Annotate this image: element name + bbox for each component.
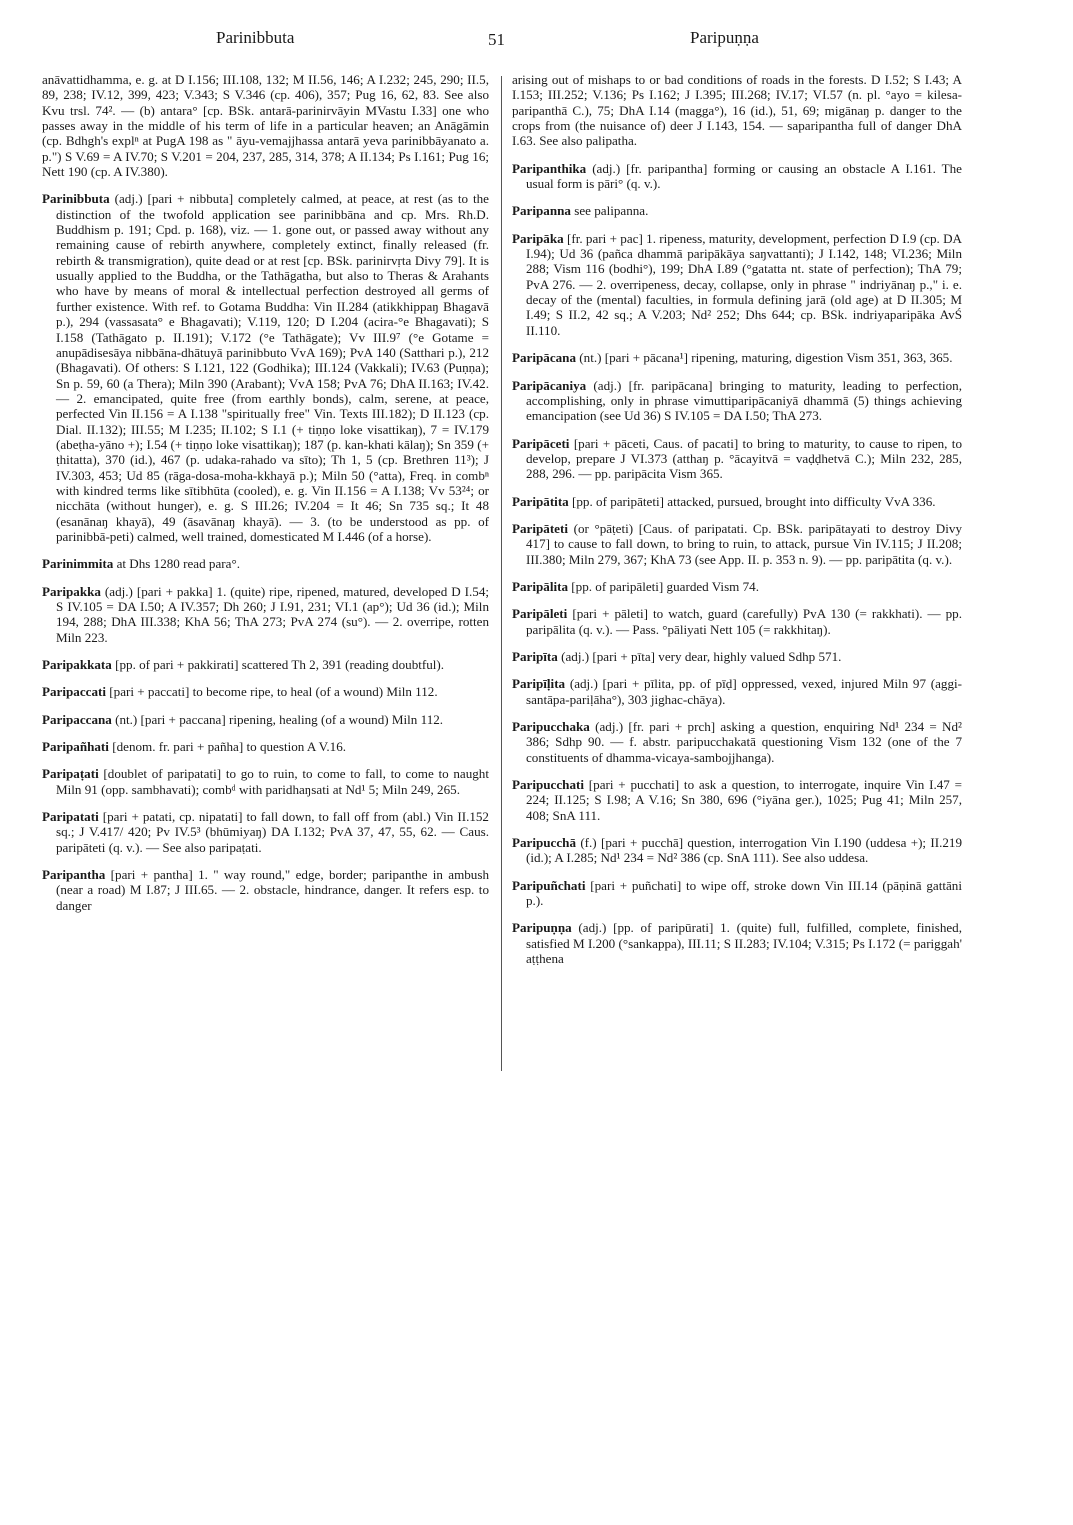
entry-headword: Paripucchā [512,835,577,851]
dictionary-entry [512,920,962,966]
entry-headword: Paripāceti [512,435,570,451]
entry-headword: Paripucchati [512,777,585,793]
entry-headword: Paripanthika [512,160,587,176]
left-column [42,72,489,925]
entry-definition: (adj.) [pp. of paripūrati] 1. (quite) full, fulfilled, complete, finished, satisfied M I.200 (°sankappa), III.11; S II.283; IV.104; V.315; Ps I.172 (= pariggah' aṭṭhena [526,920,962,967]
entry-headword: Paripācaniya [512,377,587,393]
entry-headword: Paripālita [512,578,569,594]
entry-definition: (adj.) [pari + pīta] very dear, highly valued Sdhp 571. [561,648,842,664]
entry-definition: [pari + patati, cp. nipatati] to fall down, to fall off from (abl.) Vin II.152 sq.; J V.417/ 420; Pv IV.5³ (bhūmiyaŋ) DA I.132; PvA 37, 47, 55, 62. — Caus. paripāteti (q. v.). — See also paripaṭati. [56,809,489,855]
dictionary-entry [512,649,962,664]
entry-headword: Paripācana [512,350,577,366]
dictionary-entry [512,378,962,424]
column-divider [501,76,502,1071]
entry-definition: [pari + pucchati] to ask a question, to interrogate, inquire Vin I.47 = 224; II.125; S I.98; A V.16; Sn 380, 696 (°iyāna ger.), 1025; Pug 41; Miln 257, 408; SnA 111. [526,777,962,823]
dictionary-entry [512,231,962,338]
entry-definition: [denom. fr. pari + pañha] to question A V.16. [112,739,347,755]
dictionary-entry [42,191,489,544]
dictionary-entry [42,684,489,699]
dictionary-entry [512,161,962,192]
entry-headword: Paripantha [42,867,106,883]
dictionary-entry [42,712,489,727]
entry-definition: (adj.) [pari + nibbuta] completely calmed, at peace, at rest (as to the distinction of the twofold application see parinibbāna and cp. Mrs. Rh.D. Buddhism p. 191; Cpd. p. 168), viz. — 1. gone out, or passed away without any remaining cause of rebirth anywhere, completely extinct, finally released (fr. rebirth & transmigration), quite dead or at rest [cp. BSk. parinirvṛta Divy 79]. It is usually applied to the Buddha, or the Tathāgatha, but also to Theras & Arahants who have by means of moral & intellectual perfection destroyed all germs of further existence. With ref. to Gotama Buddha: Vin II.284 (atikkhippaŋ Bhagavā p.), 294 (vassasata° e Bhagavati); V.119, 120; D I.204 (acira-°e Bhagavati); S I.158 (Tathāgato p. II.191); V.172 (°e Tathāgate); Vv III.9⁷ (°e Gotame = anupādisesāya nibbāna-dhātuyā parinibbuto VvA 169); PvA 140 (Satthari p.), 212 (Bhagavati). Of others: S I.121, 122 (Godhika); III.124 (Vakkali); IV.63 (Puṇṇa); Sn p. 59, 60 (a Thera); Miln 390 (Arabant); VvA 158; PvA 76; DhA II.163; IV.42. — 2. emancipated, quite free (from earthly bonds), calm, serene, at peace, perfected Vin II.156 = A I.138 "spiritually free" Vin. Texts III.182); D II.123 (cp. Dial. II.132); III.55; M I.235; II.102; S I.1 (+ tiṇṇo loke visattikaŋ), 7 = IV.179 (abeṭha-yāno +); I.54 (+ tiṇṇo loke visattikaŋ); 187 (p. kan-khati kālaŋ); Sn 359 (+ ṭhitatta), 370 (id.), 467 (p. udaka-rahado va sīto); Th 1, 5 (cp. Brethren 11³); J IV.303, 453; Ud 85 (rāga-dosa-moha-kkhayā p.); Miln 50 (°atta), Freq. in combⁿ with kindred terms like sītibhūta (cooled), e. g. Vin II.156 = A I.138; Vv 53²⁴; or nicchāta (without hunger), e. g. S III.26; IV.204 = It 46; Sn 735 sq.; It 48 (esanānaŋ khayā), 49 (āsavānaŋ khayā). — 3. (to be understood as pp. of parinibbā-peti) calmed, well trained, domesticated M I.446 (of a horse). [56,191,489,544]
entry-headword: Paripaccana [42,711,112,727]
entry-definition: arising out of mishaps to or bad conditions of roads in the forests. D I.52; S I.43; A I.153; III.252; V.136; Ps I.162; J I.395; III.268; IV.17; VI.57 (n. pl. °ayo = kilesa-paripanthā C.), 75; DhA I.14 (magga°), 16 (id.), 51, 69; migānaŋ p. danger to the crops from (the nuisance of) deer J I.143, 154. — saparipantha full of danger DhA I.63. See also palipatha. [512,72,962,149]
entry-headword: Paripakkata [42,657,112,673]
page-number: 51 [488,30,505,49]
continued-entry-text [42,72,489,179]
entry-headword: Paripucchaka [512,719,590,734]
dictionary-entry [42,584,489,645]
dictionary-entry [512,579,962,594]
entry-headword: Paripaṭati [42,766,99,782]
entry-headword: Paripuñchati [512,877,586,893]
left-running-head: Parinibbuta [216,28,295,47]
dictionary-entry [512,835,962,866]
dictionary-entry [42,867,489,913]
entry-headword: Parinibbuta [42,191,110,207]
dictionary-entry [512,203,962,218]
entry-headword: Paripuṇṇa [512,920,572,936]
dictionary-entry [42,809,489,855]
dictionary-entry [512,719,962,765]
right-running-head: Paripuṇṇa [690,28,759,47]
entry-definition: (f.) [pari + pucchā] question, interrogation Vin I.190 (uddesa +); II.219 (id.); A I.285; Nd¹ 234 = Nd² 386 (cp. SnA 111). See also uddesa. [526,835,962,866]
entry-definition: [doublet of paripatati] to go to ruin, to come to fall, to come to naught Miln 91 (opp. sambhavati); combᵈ with paridhaŋsati at Nd¹ 5; Miln 249, 265. [56,766,489,797]
entry-definition: (or °pāṭeti) [Caus. of paripatati. Cp. BSk. paripātayati to destroy Divy 417] to cause to fall down, to bring to ruin, to attack, pursue Vin IV.115; J II.208; III.380; Miln 279, 367; KhA 73 (see App. II. p. 353 n. 9). — pp. paripātita (q. v.). [526,520,962,567]
entry-definition: [fr. pari + pac] 1. ripeness, maturity, development, perfection D I.9 (cp. DA I.94); Ud 36 (pañca dhammā paripākāya saŋvattanti); J I.142, 148; VI.236; Miln 288; Vism 116 (bodhi°), 199; DhA I.89 (°gatatta nt. state of perfection); ThA 79; PvA 276. — 2. overripeness, decay, collapse, only in phrase " indriyānaŋ p.," i. e. decay of the (mental) faculties, in formula defining jarā (old age) at D II.305; M I.49; S II.2, 42 sq.; A V.203; Nd² 252; Dhs 644; cp. BSk. indriyaparipāka AvŚ II.110. [526,230,962,338]
entry-definition: (adj.) [pari + pīlita, pp. of pīḍ] oppressed, vexed, injured Miln 97 (aggi-santāpa-pariḷāha°), 303 jighac-chāya). [526,676,962,707]
entry-definition: [pari + paccati] to become ripe, to heal (of a wound) Miln 112. [109,684,438,700]
dictionary-entry [512,606,962,637]
entry-definition: [pp. of pari + pakkirati] scattered Th 2, 391 (reading doubtful). [115,657,445,673]
entry-headword: Paripātita [512,493,569,509]
dictionary-entry [512,494,962,509]
dictionary-entry [512,676,962,707]
entry-headword: Paripaccati [42,684,106,700]
continued-entry-text [512,72,962,149]
entry-definition: (nt.) [pari + pācana¹] ripening, maturing, digestion Vism 351, 363, 365. [579,350,953,366]
dictionary-entry [42,739,489,754]
entry-headword: Paripāteti [512,520,568,536]
entry-definition: [pp. of paripāteti] attacked, pursued, brought into difficulty VvA 336. [572,493,936,509]
entry-headword: Paripakka [42,583,101,599]
entry-definition: (adj.) [fr. paripācana] bringing to maturity, leading to perfection, accomplishing, only in phrase vimuttiparipācaniyā dhammā (5) things achieving emancipation (see Ud 36) S IV.105 = DA I.50; ThA 273. [526,377,963,424]
right-column [512,72,962,978]
entry-definition: (nt.) [pari + paccana] ripening, healing (of a wound) Miln 112. [115,711,444,727]
dictionary-entry [512,878,962,909]
entry-definition: at Dhs 1280 read para°. [116,556,240,572]
dictionary-entry [512,521,962,567]
entry-definition: [pari + pantha] 1. " way round," edge, border; paripanthe in ambush (near a road) M I.87; J III.65. — 2. obstacle, hindrance, danger. It refers esp. to danger [56,867,489,913]
dictionary-entry [42,766,489,797]
dictionary-entry [512,436,962,482]
dictionary-entry [512,350,962,365]
entry-headword: Paripīta [512,648,558,664]
entry-definition: (adj.) [fr. paripantha] forming or causing an obstacle A I.161. The usual form is pāri° (q. v.). [526,160,962,192]
entry-definition: [pp. of paripāleti] guarded Vism 74. [571,578,759,594]
entry-definition: [pari + pāceti, Caus. of pacati] to bring to maturity, to cause to ripen, to develop, prepare J VI.373 (atthaŋ p. °ācayitvā = vaḍḍhetvā C.); Miln 232, 285, 288, 296. — pp. paripācita Vism 365. [526,435,962,482]
dictionary-entry [42,556,489,571]
entry-definition: (adj.) [fr. pari + prch] asking a question, enquiring Nd¹ 234 = Nd² 386; Sdhp 90. — f. abstr. paripucchakatā questioning Vism 132 (one of the 7 constituents of dhamma-vicaya-sambojjhanga). [526,719,962,765]
page-header [0,28,1073,52]
entry-headword: Paripanna [512,203,571,219]
entry-definition: [pari + puñchati] to wipe off, stroke down Vin III.14 (pāṇinā gattāni p.). [526,877,962,909]
entry-headword: Parinimmita [42,556,114,572]
entry-definition: [pari + pāleti] to watch, guard (carefully) PvA 130 (= rakkhati). — pp. paripālita (q. v.). — Pass. °pāliyati Nett 105 (= rakkhitaŋ). [526,606,962,637]
entry-headword: Paripatati [42,809,99,825]
entry-definition: see palipanna. [574,203,649,219]
entry-definition: (adj.) [pari + pakka] 1. (quite) ripe, ripened, matured, developed D I.54; S IV.105 = DA I.50; A IV.357; Dh 260; J I.91, 231; VI.1 (ap°); Ud 36 (id.); Miln 194, 288; DhA III.338; KhA 56; ThA 273; PvA 274 (su°). — 2. overripe, rotten Miln 223. [56,583,489,645]
entry-definition: anāvattidhamma, e. g. at D I.156; III.108, 132; M II.56, 146; A I.232; 245, 290; II.5, 89, 238; IV.12, 399, 423; V.343; S V.346 (cp. 406), 357; Pug 16, 62, 83. See also Kvu trsl. 74². — (b) antara° [cp. BSk. antarā-parinirvāyin MVastu I.33] one who passes away in the middle of his term of life in a particular heaven; an Anāgāmin (cp. Bdhgh's explⁿ at PugA 198 as " āyu-vemajjhassa antarā yeva parinibbāyanato a. p.") S V.69 = A IV.70; S V.201 = 204, 237, 285, 314, 378; A II.134; Ps I.161; Pug 16; Nett 190 (cp. A IV.380). [42,72,489,180]
entry-headword: Paripāka [512,230,564,246]
entry-headword: Paripīḷita [512,676,566,692]
dictionary-entry [42,657,489,672]
entry-headword: Paripāleti [512,606,568,622]
entry-headword: Paripañhati [42,739,109,755]
dictionary-entry [512,777,962,823]
